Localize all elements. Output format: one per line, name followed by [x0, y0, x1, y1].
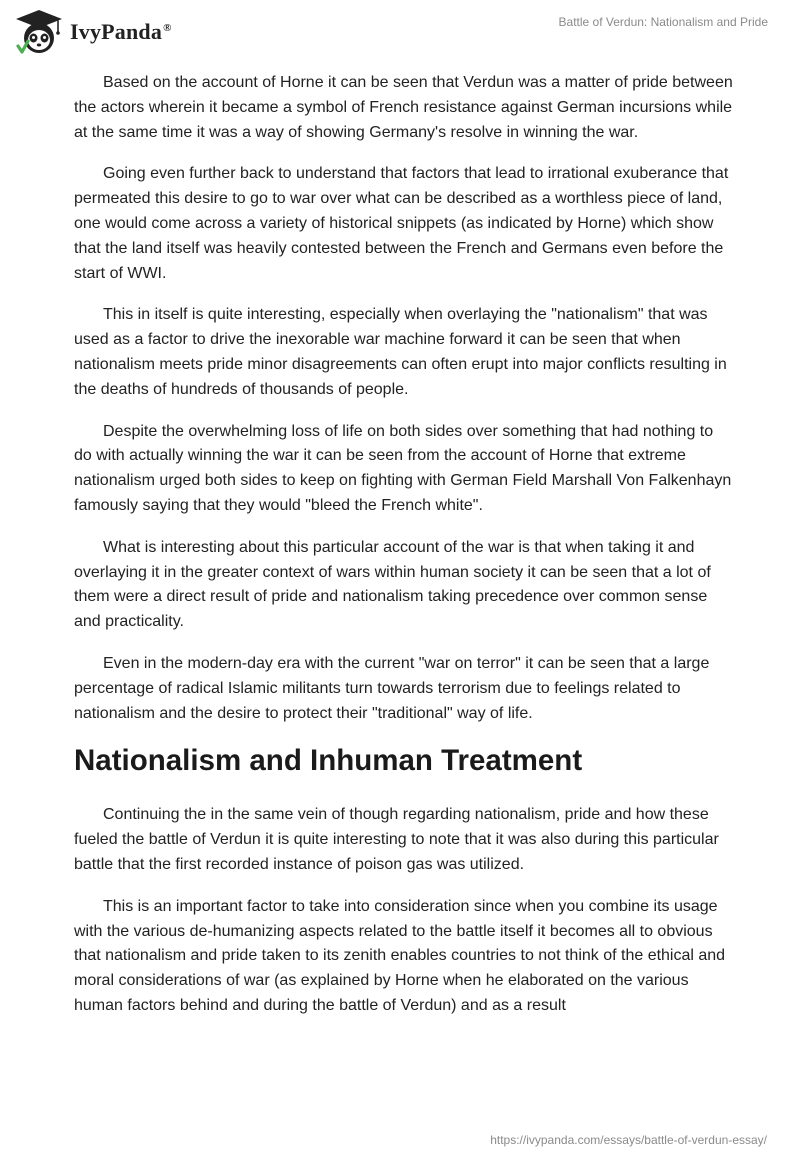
essay-content: [74, 71, 734, 1036]
section-heading: Nationalism and Inhuman Treatment: [74, 744, 583, 778]
paragraph: Even in the modern-day era with the current "war on terror" it can be seen that a large percentage of radical Islamic militants turn towards terrorism due to feelings related to nationalism and the desire to protect their "traditional" way of life.: [74, 654, 710, 722]
source-url[interactable]: https://ivypanda.com/essays/battle-of-verdun-essay/: [490, 1133, 767, 1147]
paragraph: What is interesting about this particular account of the war is that when taking it and overlaying it in the greater context of wars within human society it can be seen that a lot of them were a direct result of pride and nationalism taking precedence over common sense and practicality.: [74, 538, 711, 631]
paragraph: Continuing the in the same vein of though regarding nationalism, pride and how these fueled the battle of Verdun it is quite interesting to note that it was also during this particular battle that the first recorded instance of poison gas was utilized.: [74, 806, 719, 873]
page-header: [0, 0, 800, 70]
paragraph: This in itself is quite interesting, especially when overlaying the "nationalism" that was used as a factor to drive the inexorable war machine forward it can be seen that when nationalism meets pride minor disagreements can often erupt into major conflicts resulting in the deaths of hundreds of thousands of people.: [74, 306, 727, 398]
page-title: Battle of Verdun: Nationalism and Pride: [558, 15, 768, 29]
paragraph: Despite the overwhelming loss of life on both sides over something that had nothing to do with actually winning the war it can be seen from the account of Horne that extreme nationalism urged both sides to keep on fighting with German Field Marshall Von Falkenhayn famously saying that they would "bleed the French white".: [74, 422, 732, 514]
paragraph: Based on the account of Horne it can be seen that Verdun was a matter of pride between the actors wherein it became a symbol of French resistance against German incursions while at the same time it was a way of showing Germany's resolve in winning the war.: [74, 74, 733, 141]
brand-logo[interactable]: [14, 8, 172, 56]
panda-graduate-icon: [14, 8, 64, 56]
brand-name: IvyPanda®: [70, 19, 172, 44]
paragraph: Going even further back to understand that factors that lead to irrational exuberance that permeated this desire to go to war over what can be described as a worthless piece of land, one would come across a variety of historical snippets (as indicated by Horne) which show that the land itself was heavily contested between the French and Germans even before the start of WWI.: [74, 165, 729, 282]
paragraph: This is an important factor to take into consideration since when you combine its usage with the various de-humanizing aspects related to the battle itself it becomes all to obvious that nationalism and pride taken to its zenith enables countries to not think of the ethical and moral considerations of war (as explained by Horne when he elaborated on the various human factors behind and during the battle of Verdun) and as a result: [74, 897, 726, 1014]
